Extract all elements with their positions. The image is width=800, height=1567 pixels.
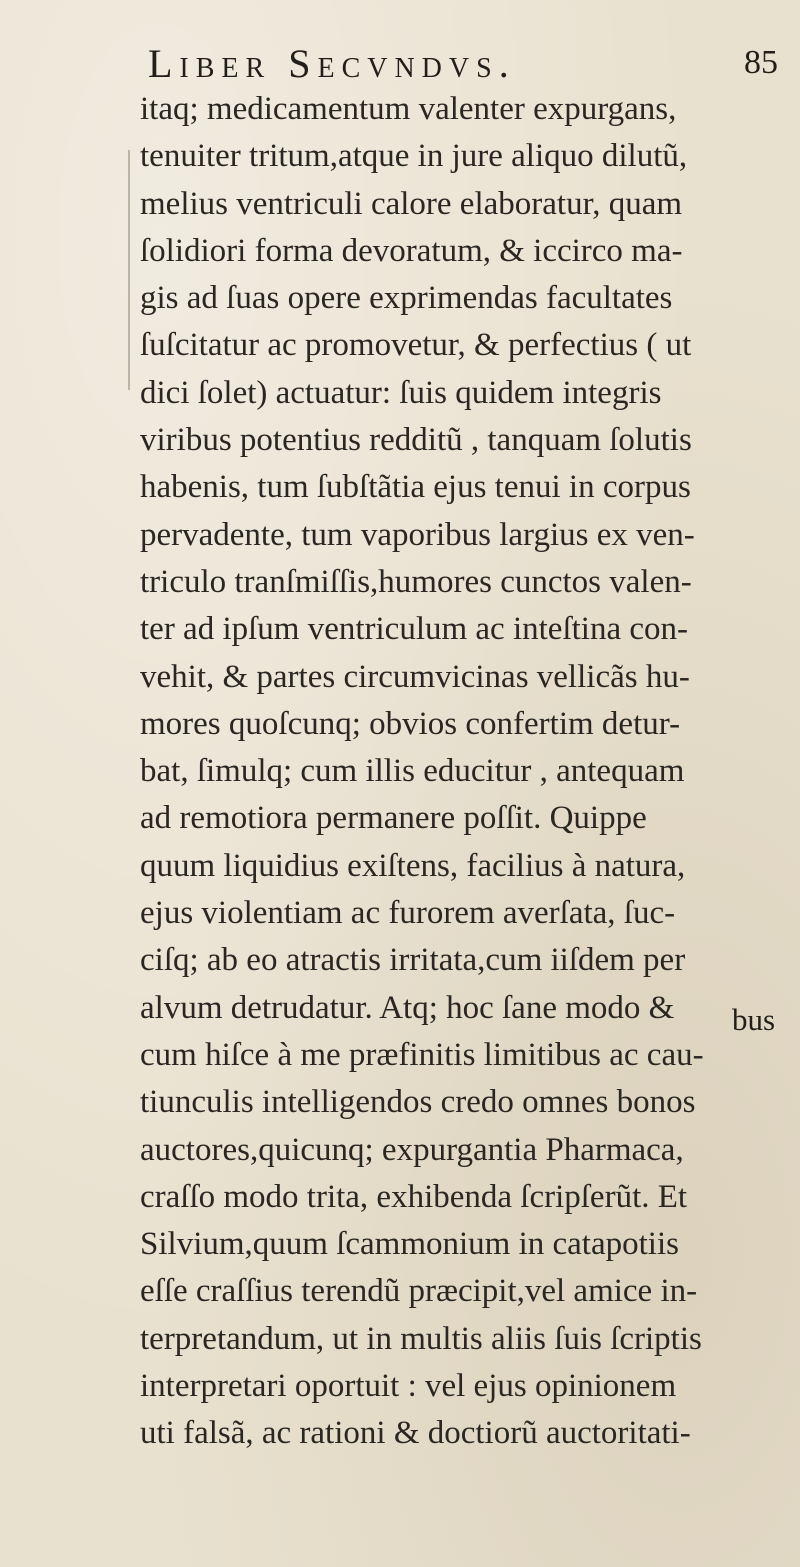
text-line: ſuſcitatur ac promovetur, & perfectius ( ut bbox=[140, 327, 692, 364]
text-line: itaq; medicamentum valenter expurgans, bbox=[140, 91, 677, 127]
text-line: ad remotiora permanere poſſit. Quippe bbox=[140, 800, 647, 837]
text-line: vehit, & partes circumvicinas vellicãs hu- bbox=[140, 658, 690, 695]
text-line: viribus potentius redditũ , tanquam ſolutis bbox=[140, 422, 692, 459]
page-header bbox=[148, 40, 778, 88]
text-line: ejus violentiam ac furorem averſata, ſuc- bbox=[140, 895, 676, 932]
page-number: 85 bbox=[744, 44, 778, 81]
text-line: pervadente, tum vaporibus largius ex ven- bbox=[140, 516, 695, 553]
catchword: bus bbox=[732, 1002, 776, 1037]
text-line: terpretandum, ut in multis aliis ſuis ſcriptis bbox=[140, 1320, 702, 1357]
text-line: tenuiter tritum,atque in jure aliquo dilutũ, bbox=[140, 138, 688, 175]
text-line: uti falsã, ac rationi & doctiorũ auctoritati- bbox=[140, 1415, 691, 1452]
text-line: tiunculis intelligendos credo omnes bonos bbox=[140, 1084, 696, 1121]
text-line: Silvium,quum ſcammonium in catapotiis bbox=[140, 1226, 679, 1263]
text-line: habenis, tum ſubſtãtia ejus tenui in corpus bbox=[140, 469, 691, 506]
text-line: alvum detrudatur. Atq; hoc ſane modo & bbox=[140, 989, 675, 1026]
text-line: gis ad ſuas opere exprimendas facultates bbox=[140, 280, 673, 317]
margin-stain bbox=[128, 150, 130, 390]
body-text bbox=[140, 86, 790, 1458]
running-title: Liber Secvndvs. bbox=[148, 41, 516, 86]
text-line: ſolidiori forma devoratum, & iccirco ma- bbox=[140, 232, 683, 269]
text-line: triculo tranſmiſſis,humores cunctos valen- bbox=[140, 563, 692, 600]
text-line: interpretari oportuit : vel ejus opinionem bbox=[140, 1368, 677, 1405]
text-line: melius ventriculi calore elaboratur, quam bbox=[140, 185, 683, 222]
text-line: mores quoſcunq; obvios confertim detur- bbox=[140, 705, 681, 742]
text-line: quum liquidius exiſtens, facilius à natura, bbox=[140, 847, 686, 884]
text-line: craſſo modo trita, exhibenda ſcripſerũt. Et bbox=[140, 1178, 688, 1215]
text-line: auctores,quicunq; expurgantia Pharmaca, bbox=[140, 1131, 684, 1168]
text-line: cum hiſce à me præfinitis limitibus ac cau- bbox=[140, 1036, 704, 1073]
text-line: bat, ſimulq; cum illis educitur , antequam bbox=[140, 753, 685, 790]
text-line: ter ad ipſum ventriculum ac inteſtina con- bbox=[140, 611, 688, 648]
text-line: dici ſolet) actuatur: ſuis quidem integris bbox=[140, 374, 662, 411]
text-line: ciſq; ab eo atractis irritata,cum iiſdem per bbox=[140, 942, 686, 979]
text-line: eſſe craſſius terendũ præcipit,vel amice in- bbox=[140, 1273, 698, 1310]
